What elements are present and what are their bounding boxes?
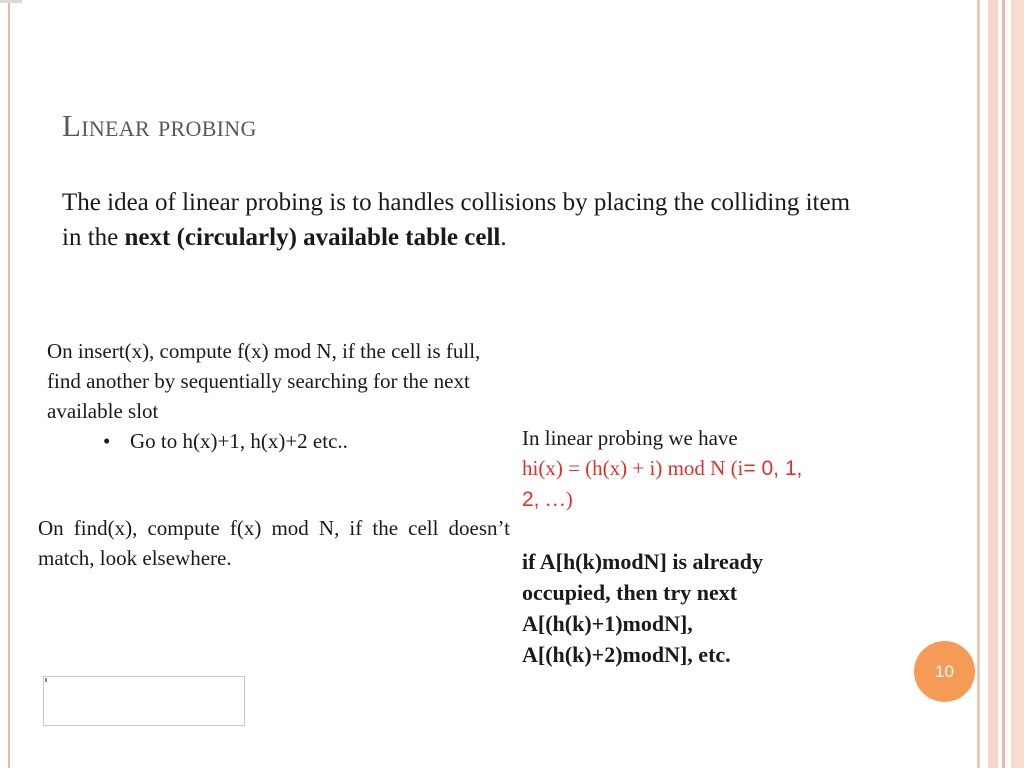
slide-title: Linear probing xyxy=(62,108,257,143)
empty-placeholder-box xyxy=(43,676,245,726)
intro-period: . xyxy=(500,224,507,251)
insert-bullet-list xyxy=(103,426,517,456)
left-border-rule xyxy=(8,0,10,768)
bullet-marker: • xyxy=(103,429,111,453)
right-decorative-band xyxy=(1011,0,1024,768)
page-number-badge xyxy=(914,641,975,702)
probe-rule-line: A[(h(k)+2)modN], etc. xyxy=(522,642,731,667)
formula-intro: In linear probing we have xyxy=(522,426,738,450)
probe-rule xyxy=(522,546,942,670)
bullet-item xyxy=(103,426,517,456)
bullet-text: Go to h(x)+1, h(x)+2 etc.. xyxy=(130,429,348,453)
linear-probing-formula-block xyxy=(522,424,942,670)
formula-part-d: …) xyxy=(544,487,573,511)
probe-rule-line: A[(h(k)+1)modN], xyxy=(522,611,693,636)
formula-part-a: hi(x) = (h(x) + i) mod N (i xyxy=(522,456,744,480)
intro-bold-text: next (circularly) available table cell xyxy=(124,224,501,251)
formula xyxy=(522,453,942,515)
probe-rule-line: occupied, then try next xyxy=(522,580,738,605)
right-decorative-band xyxy=(977,0,980,768)
right-decorative-band xyxy=(1002,0,1005,768)
corner-mark xyxy=(0,0,22,3)
page-number: 10 xyxy=(935,661,954,681)
formula-part-c: 2, xyxy=(522,488,540,511)
intro-paragraph xyxy=(62,185,862,255)
probe-rule-line: if A[h(k)modN] is already xyxy=(522,549,763,574)
intro-text: The idea of linear probing is to handles collisions by placing the colliding item in the xyxy=(62,189,851,251)
find-explanation: On find(x), compute f(x) mod N, if the cell doesn’t match, look elsewhere. xyxy=(38,516,510,570)
insert-explanation xyxy=(47,336,517,456)
formula-part-b: = 0, 1, xyxy=(743,457,803,480)
insert-text: On insert(x), compute f(x) mod N, if the cell is full, find another by sequentially searching for the next available slot xyxy=(47,339,481,423)
right-decorative-band xyxy=(988,0,998,768)
